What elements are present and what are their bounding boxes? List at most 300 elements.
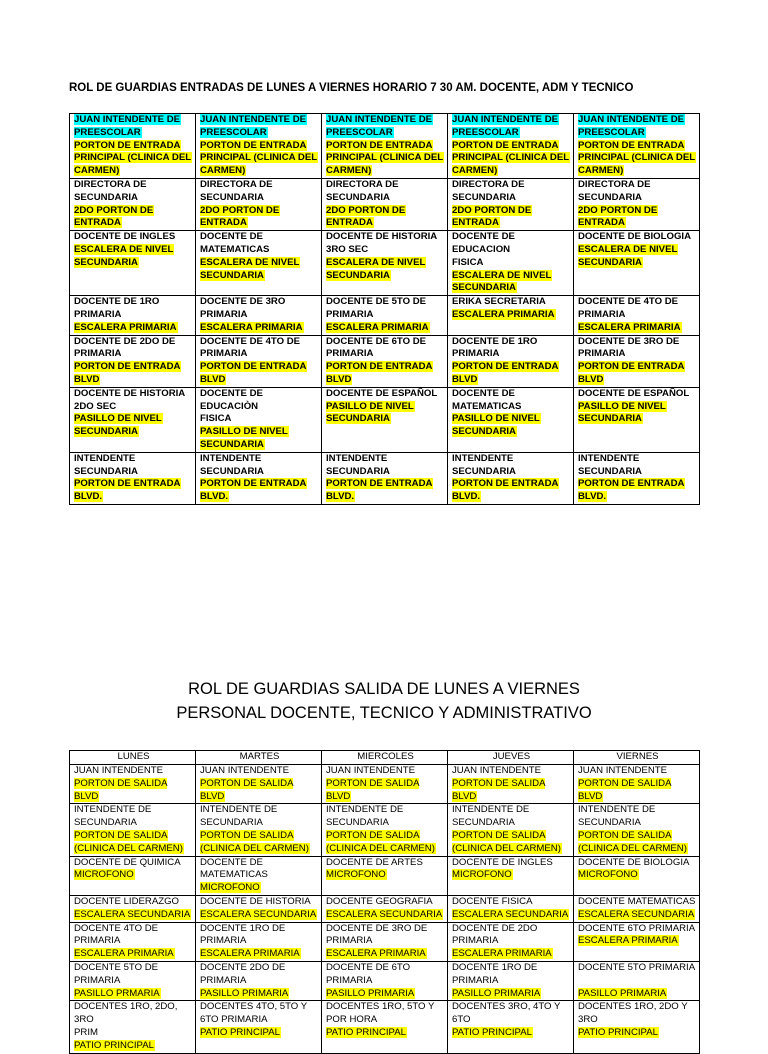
staff-name (326, 192, 445, 205)
cell-text: 3RO (578, 1014, 598, 1026)
cell-text: SECUNDARIA (74, 191, 138, 203)
assignment-location (452, 478, 571, 491)
staff-name (452, 257, 571, 270)
cell-text: DOCENTE 5TO DE (74, 961, 159, 973)
cell-text: SECUNDARIA (578, 817, 641, 829)
assignment-location (326, 114, 445, 127)
cell-text: PRINCIPAL (CLINICA DEL (578, 152, 696, 164)
assignment-location (326, 165, 445, 178)
staff-name (200, 309, 319, 322)
assignment-location (452, 205, 571, 218)
assignment-location (200, 205, 319, 218)
cell-text: PRIMARIA (452, 974, 499, 986)
assignment-location (578, 114, 697, 127)
cell-text: CARMEN) (578, 165, 624, 177)
cell-text: PATIO PRINCIPAL (326, 1026, 406, 1038)
cell-text: PASILLO DE NIVEL (200, 426, 288, 438)
table-cell (322, 856, 448, 895)
table-cell (448, 178, 574, 230)
table-cell (322, 296, 448, 335)
table-cell (70, 178, 196, 230)
assignment-location (200, 948, 319, 961)
staff-name (326, 309, 445, 322)
cell-text: DOCENTE DE 2DO DE (74, 335, 176, 347)
assignment-location (200, 322, 319, 335)
cell-text: BLVD (200, 373, 226, 385)
table-cell (196, 765, 322, 804)
cell-text: 2DO SEC (74, 400, 117, 412)
staff-name (200, 348, 319, 361)
cell-text: DIRECTORA DE (200, 178, 273, 190)
staff-name (452, 962, 571, 975)
cell-text: ESCALERA PRIMARIA (452, 948, 552, 960)
cell-text: PATIO PRINCIPAL (74, 1039, 154, 1051)
assignment-location (578, 413, 697, 426)
cell-text: PRINCIPAL (CLINICA DEL (452, 152, 570, 164)
table-cell (448, 961, 574, 1000)
staff-name (200, 923, 319, 936)
staff-name (578, 817, 697, 830)
staff-name (578, 857, 697, 870)
cell-text: DOCENTE DE BIOLOGIA (578, 231, 691, 243)
cell-text: JUAN INTENDENTE DE (326, 114, 433, 125)
assignment-location (578, 217, 697, 230)
cell-text: DIRECTORA DE (578, 178, 651, 190)
assignment-location (452, 948, 571, 961)
staff-name (452, 336, 571, 349)
staff-name (452, 231, 571, 257)
cell-text: JUAN INTENDENTE DE (200, 114, 307, 125)
cell-text: 6TO (452, 1014, 471, 1026)
cell-text: MICROFONO (578, 869, 638, 881)
cell-text: DOCENTE DE EDUCACIÒN (200, 387, 263, 412)
assignment-location (578, 244, 697, 257)
staff-name (200, 975, 319, 988)
table-row (70, 922, 700, 961)
assignment-location (578, 152, 697, 165)
assignment-location (200, 491, 319, 504)
exit-schedule-table (69, 750, 700, 1054)
table-cell (448, 895, 574, 922)
cell-text: DOCENTE 1RO DE (452, 961, 538, 973)
staff-name (452, 975, 571, 988)
table-cell (448, 296, 574, 335)
table-row (70, 296, 700, 335)
cell-text: ENTRADA (74, 217, 121, 229)
assignment-location (200, 843, 319, 856)
staff-name (74, 935, 193, 948)
staff-name (452, 923, 571, 936)
cell-text: JUAN INTENDENTE DE (452, 114, 559, 125)
cell-text: PORTON DE ENTRADA (74, 139, 181, 151)
cell-text: DOCENTE DE HISTORIA (74, 387, 186, 399)
staff-name (452, 453, 571, 466)
staff-name (326, 336, 445, 349)
cell-text: SECUNDARIA (578, 256, 642, 268)
assignment-location (74, 114, 193, 127)
assignment-location (578, 778, 697, 804)
assignment-location (452, 843, 571, 856)
assignment-location (326, 217, 445, 230)
assignment-location (200, 374, 319, 387)
cell-text: PREESCOLAR (200, 126, 267, 138)
cell-text: ENTRADA (200, 217, 247, 229)
assignment-location (578, 361, 697, 374)
assignment-location (200, 217, 319, 230)
staff-name (326, 1014, 445, 1027)
assignment-location (578, 401, 697, 414)
cell-text: CARMEN) (452, 165, 498, 177)
staff-name (578, 453, 697, 466)
assignment-location (74, 165, 193, 178)
table-cell (322, 114, 448, 179)
staff-name (200, 336, 319, 349)
exit-schedule-title-line1: ROL DE GUARDIAS SALIDA DE LUNES A VIERNES (188, 680, 580, 698)
table-cell (574, 114, 700, 179)
cell-text: DOCENTE DE HISTORIA (326, 231, 438, 243)
staff-name (326, 453, 445, 466)
cell-text: SECUNDARIA (74, 465, 138, 477)
cell-text: ESCALERA PRIMARIA (452, 308, 555, 320)
staff-name (452, 765, 571, 778)
assignment-location (578, 140, 697, 153)
cell-text: JUAN INTENDENTE (74, 765, 164, 776)
cell-text: BLVD. (578, 491, 607, 503)
assignment-location (74, 869, 193, 882)
cell-text: (CLINICA DEL CARMEN) (74, 842, 183, 854)
staff-name (452, 179, 571, 192)
staff-name (452, 1001, 571, 1014)
cell-text: PATIO PRINCIPAL (200, 1026, 280, 1038)
cell-text: SECUNDARIA (326, 269, 390, 281)
cell-text: DOCENTE DE 3RO DE (578, 335, 680, 347)
staff-name (74, 975, 193, 988)
staff-name (578, 179, 697, 192)
table-cell (574, 961, 700, 1000)
staff-name (578, 975, 697, 988)
table-cell (70, 961, 196, 1000)
assignment-location (452, 114, 571, 127)
table-cell (196, 1001, 322, 1053)
cell-text: PORTON DE SALIDA BLVD (578, 777, 672, 802)
table-cell (322, 961, 448, 1000)
table-cell (70, 765, 196, 804)
cell-text: ESCALERA DE NIVEL (200, 256, 300, 268)
cell-text: PORTON DE ENTRADA (200, 139, 307, 151)
cell-text: SECUNDARIA (200, 438, 264, 450)
assignment-location (200, 830, 319, 843)
assignment-location (200, 439, 319, 452)
staff-name (200, 296, 319, 309)
cell-text: PORTON DE ENTRADA (326, 139, 433, 151)
cell-text: DIRECTORA DE (326, 178, 399, 190)
cell-text: DOCENTES 1RO, 2DO Y (578, 1001, 688, 1013)
table-cell (322, 335, 448, 387)
cell-text: ESCALERA DE NIVEL (452, 269, 552, 281)
cell-text: INTENDENTE DE (452, 804, 530, 816)
cell-text: PRIMARIA (326, 935, 373, 947)
assignment-location (74, 374, 193, 387)
assignment-location (200, 478, 319, 491)
cell-text: SECUNDARIA (578, 191, 642, 203)
cell-text: BLVD. (74, 491, 103, 503)
table-cell (448, 1001, 574, 1053)
cell-text: MATEMATICAS (452, 400, 522, 412)
staff-name (200, 962, 319, 975)
staff-name (578, 336, 697, 349)
staff-name (200, 817, 319, 830)
cell-text: PORTON DE ENTRADA (452, 361, 559, 373)
table-cell (448, 452, 574, 504)
assignment-location (578, 322, 697, 335)
cell-text: SECUNDARIA (74, 817, 137, 829)
cell-text: DOCENTE DE 5TO DE (326, 296, 427, 308)
cell-text: PREESCOLAR (452, 126, 519, 138)
staff-name (200, 244, 319, 257)
table-cell (574, 178, 700, 230)
staff-name (74, 962, 193, 975)
exit-schedule-title-line2: PERSONAL DOCENTE, TECNICO Y ADMINISTRATIVO (176, 704, 592, 722)
table-cell (196, 452, 322, 504)
cell-text: PORTON DE SALIDA (200, 829, 294, 841)
cell-text: 2DO PORTON DE (326, 204, 406, 216)
staff-name (578, 1014, 697, 1027)
cell-text: PORTON DE SALIDA BLVD (200, 777, 294, 802)
table-cell (574, 231, 700, 296)
table-cell (574, 296, 700, 335)
table-cell (574, 1001, 700, 1053)
cell-text: DOCENTE FISICA (452, 895, 533, 907)
cell-text: DOCENTE DE 2DO (452, 922, 538, 934)
assignment-location (74, 426, 193, 439)
cell-text: SECUNDARIA (326, 191, 390, 203)
assignment-location (200, 778, 319, 804)
exit-header-row (70, 751, 700, 765)
assignment-location (452, 270, 571, 283)
assignment-location (200, 152, 319, 165)
assignment-location (578, 988, 697, 1001)
assignment-location (452, 413, 571, 426)
assignment-location (326, 843, 445, 856)
table-cell (448, 335, 574, 387)
assignment-location (452, 909, 571, 922)
table-cell (322, 765, 448, 804)
cell-text: PRIMARIA (200, 308, 248, 320)
table-cell (70, 231, 196, 296)
cell-text: ESCALERA PRIMARIA (74, 948, 174, 960)
staff-name (74, 765, 193, 778)
staff-name (74, 453, 193, 466)
staff-name (74, 857, 193, 870)
staff-name (578, 962, 697, 975)
day-header: MIERCOLES (322, 751, 448, 765)
staff-name (326, 857, 445, 870)
table-row (70, 335, 700, 387)
day-header: JUEVES (448, 751, 574, 765)
cell-text: FISICA (452, 256, 484, 268)
cell-text: DOCENTE DE EDUCACION (452, 231, 515, 255)
assignment-location (326, 830, 445, 843)
staff-name (74, 1001, 193, 1027)
assignment-location (578, 257, 697, 270)
assignment-location (452, 165, 571, 178)
table-cell (196, 114, 322, 179)
cell-text: CARMEN) (200, 165, 246, 177)
assignment-location (74, 127, 193, 140)
cell-text: DOCENTE DE 3RO DE (326, 922, 428, 934)
cell-text: PRIMARIA (74, 935, 121, 947)
table-cell (196, 804, 322, 856)
staff-name (74, 896, 193, 909)
table-cell (196, 231, 322, 296)
cell-text: DOCENTE DE BIOLOGIA (578, 856, 690, 868)
assignment-location (200, 140, 319, 153)
cell-text: BLVD (74, 373, 100, 385)
table-cell (448, 856, 574, 895)
assignment-location (578, 127, 697, 140)
cell-text: PREESCOLAR (578, 126, 645, 138)
cell-text: DOCENTE DE (200, 856, 263, 868)
assignment-location (74, 478, 193, 491)
table-cell (322, 804, 448, 856)
cell-text: PRIMARIA (326, 348, 374, 360)
cell-text: ESCALERA PRIMARIA (326, 321, 429, 333)
staff-name (452, 896, 571, 909)
staff-name (200, 765, 319, 778)
assignment-location (452, 217, 571, 230)
staff-name (74, 296, 193, 309)
staff-name (326, 388, 445, 401)
table-cell (322, 231, 448, 296)
table-cell (70, 1001, 196, 1053)
cell-text: INTENDENTE (74, 452, 136, 464)
assignment-location (200, 257, 319, 270)
table-cell (448, 231, 574, 296)
table-cell (70, 856, 196, 895)
table-cell (322, 922, 448, 961)
cell-text: PASILLO PRMARIA (74, 987, 160, 999)
assignment-location (452, 309, 571, 322)
staff-name (200, 804, 319, 817)
staff-name (452, 388, 571, 401)
staff-name (326, 817, 445, 830)
cell-text: INTENDENTE (326, 452, 388, 464)
staff-name (326, 296, 445, 309)
cell-text: PRINCIPAL (CLINICA DEL (200, 152, 318, 164)
table-row (70, 961, 700, 1000)
cell-text: ESCALERA PRIMARIA (578, 321, 681, 333)
assignment-location (200, 114, 319, 127)
cell-text: ESCALERA SECUNDARIA (578, 908, 695, 920)
assignment-location (326, 778, 445, 804)
table-row (70, 114, 700, 179)
assignment-location (74, 413, 193, 426)
staff-name (578, 765, 697, 778)
staff-name (578, 309, 697, 322)
staff-name (326, 935, 445, 948)
table-cell (70, 895, 196, 922)
assignment-location (74, 988, 193, 1001)
table-cell (574, 856, 700, 895)
staff-name (74, 179, 193, 192)
cell-text: DOCENTE 1RO DE (200, 922, 286, 934)
staff-name (74, 466, 193, 479)
cell-text: MICROFONO (74, 869, 134, 881)
table-cell (448, 922, 574, 961)
staff-name (326, 923, 445, 936)
staff-name (326, 348, 445, 361)
staff-name (452, 857, 571, 870)
cell-text: PORTON DE SALIDA (578, 829, 672, 841)
assignment-location (200, 909, 319, 922)
cell-text: PRIMARIA (452, 935, 499, 947)
staff-name (74, 923, 193, 936)
table-cell (70, 452, 196, 504)
table-cell (448, 114, 574, 179)
cell-text: DOCENTE DE INGLES (452, 856, 553, 868)
cell-text: PASILLO DE NIVEL (452, 413, 540, 425)
table-cell (322, 1001, 448, 1053)
staff-name (326, 765, 445, 778)
staff-name (326, 1001, 445, 1014)
cell-text: PORTON DE ENTRADA (578, 478, 685, 490)
assignment-location (74, 205, 193, 218)
assignment-location (452, 152, 571, 165)
assignment-location (326, 205, 445, 218)
staff-name (326, 975, 445, 988)
cell-text: INTENDENTE DE (578, 804, 656, 816)
cell-text: 2DO PORTON DE (200, 204, 280, 216)
day-header: LUNES (70, 751, 196, 765)
cell-text: SECUNDARIA (452, 191, 516, 203)
cell-text: 2DO PORTON DE (74, 204, 154, 216)
assignment-location (200, 127, 319, 140)
assignment-location (326, 257, 445, 270)
assignment-location (74, 830, 193, 843)
cell-text: DOCENTE DE 1RO (74, 296, 160, 308)
cell-text: SECUNDARIA (200, 191, 264, 203)
staff-name (578, 923, 697, 936)
staff-name (452, 466, 571, 479)
assignment-location (200, 988, 319, 1001)
table-cell (574, 335, 700, 387)
cell-text: ENTRADA (326, 217, 373, 229)
table-cell (70, 114, 196, 179)
table-cell (196, 178, 322, 230)
cell-text: ESCALERA DE NIVEL (326, 256, 426, 268)
assignment-location (452, 361, 571, 374)
cell-text: ESCALERA SECUNDARIA (452, 908, 569, 920)
assignment-location (326, 152, 445, 165)
cell-text: PASILLO PRIMARIA (452, 987, 541, 999)
cell-text: ESCALERA DE NIVEL (578, 243, 678, 255)
cell-text: SECUNDARIA (326, 413, 390, 425)
staff-name (200, 413, 319, 426)
cell-text: 2DO PORTON DE (578, 204, 658, 216)
assignment-location (578, 1027, 697, 1040)
cell-text: PREESCOLAR (326, 126, 393, 138)
cell-text: INTENDENTE (452, 452, 514, 464)
cell-text: DIRECTORA DE (74, 178, 147, 190)
assignment-location (74, 361, 193, 374)
cell-text: PRIM (74, 1026, 98, 1038)
staff-name (452, 935, 571, 948)
table-cell (322, 895, 448, 922)
staff-name (74, 231, 193, 244)
table-row (70, 387, 700, 452)
assignment-location (74, 140, 193, 153)
cell-text: DOCENTE DE 6TO DE (326, 335, 427, 347)
